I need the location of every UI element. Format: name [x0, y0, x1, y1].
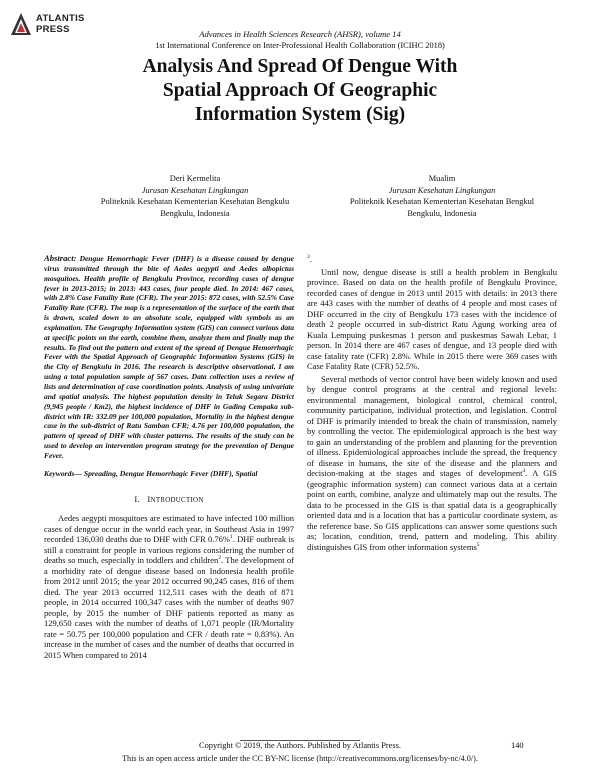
author-affiliation-institution: Politeknik Kesehatan Kementerian Kesehatan Bengkulu — [100, 197, 290, 206]
footer-copyright: Copyright © 2019, the Authors. Published by Atlantis Press. — [198, 741, 402, 750]
footer-license: This is an open access article under the CC BY-NC license (http://creativecommons.org/licenses/by-nc/4.0/). — [122, 754, 478, 763]
keywords-label: Keywords— — [44, 468, 82, 478]
paper-title — [60, 55, 540, 127]
intro-paragraph-1 — [44, 513, 294, 660]
author-city: Bengkulu, Indonesia — [407, 208, 477, 218]
author-block-2 — [317, 173, 567, 219]
intro-paragraph-1-continued — [307, 254, 557, 265]
intro-text-segment: . The development of a morbidity rate of dengue disease based on Indonesia health profile from 2012 until 2015; the year 2012 occurred 90,245 cases, 816 of them died. The year 2013 occurred 112,511 cases with the death of 871 people, in 2014 occurred 100,347 cases with the number of deaths 907 people, by 2015 the number of DHF patients reported as many as 129,650 cases with the number of deaths of 1,071 people (IR/Mortality rate = 50.75 per 100,000 population and CFR / death rate = 0.83%). An increase in the number of cases and the number of deaths that occurred in 2015 When compared to 2014 — [44, 555, 294, 660]
intro-text-segment: Aedes aegypti mosquitoes are estimated to have infected 100 million cases of dengue occur in the world each year, in Southeast Asia in 1997 recorded 136,030 deaths due to DHF with CFR 0.76% — [44, 513, 294, 545]
right-column — [307, 254, 557, 552]
author-name: Mualim — [428, 174, 456, 183]
title-line-2: Spatial Approach Of Geographic — [162, 80, 438, 101]
citation-4: 4 — [522, 468, 526, 475]
conference-title: 1st International Conference on Inter-Professional Health Collaboration (ICIHC 2018) — [155, 41, 445, 50]
citation-1: 1 — [230, 534, 233, 541]
intro-paragraph-2: Until now, dengue disease is still a health problem in Bengkulu province. Based on data on the health profile of Bengkulu Province, recorded cases of dengue in 2013 until 2015 with details: in 2013 there are 443 cases with the number of deaths of 4 people and most cases of DHF occurred in the city of Bengkulu 173 cases with the incidence of death 2 people occurred in sub-district Ratu Agung working area of Kuala Lempuing puskesmas 1 person and puskesmas Sawah Lebar, 1 person. In 2014 there are 467 cases of dengue, and 13 people died with case fatality rate (CFR) 2.8%. While in 2015 there were 369 cases with Case Fatality Rate (CFR) 52.5%. — [307, 266, 557, 371]
author-affiliation-department: Jurusan Kesehatan Lingkungan — [141, 185, 249, 195]
author-block-1 — [70, 173, 320, 219]
logo-line-2: PRESS — [36, 24, 70, 35]
logo-line-1: ATLANTIS — [36, 13, 85, 24]
intro-text-segment: . A GIS (geographic information system) can connect various data at a certain point on earth, combine, analyze and ultimately map out the results. The data to be processed in the GIS is that spatial data is a geographically oriented data and is a location that has a particular coordinate system, as the reference base. So GIS applications can answer some questions such as; location, condition, trend, pattern and modeling. This ability distinguishes GIS from other information systems — [307, 468, 557, 552]
left-column — [44, 254, 294, 660]
section-heading-introduction — [44, 494, 294, 507]
intro-text-segment: Several methods of vector control have been widely known and used by dengue control programs at the central and regional levels: environmental management, biological control, chemical control, community participation, individual protection, and legislation. Control of DHF is primarily intended to break the chain of transmission, namely by controlling the vector. The epidemiological approach is the best way to gain an understanding of the problem and planning for the prevention of illness. Epidemiological approaches include the spread, the frequency of disease in humans, the site of the disease and the planners and decision-making at the stages and stages of development — [307, 373, 557, 478]
intro-text-segment: . — [309, 254, 312, 264]
abstract-text: Dengue Hemorrhagic Fever (DHF) is a disease caused by dengue virus transmitted through the bite of Aedes aegypti and Aedes albopictus mosquitoes. Health profile of Bengkulu Province, recording cases of dengue fever in 2013-2015; in 2013: 443 cases, four people died. In 2014: 467 cases, with 2.8% Case Fatality Rate (CFR). The year 2015: 872 cases, with 52.5% Case Fatality Rate (CFR). The map is a representation of the surface of the earth that is drawn, scaled down to an absolute scale, equipped with symbols as an explanation. The Geography Information system (GIS) can connect various data at specific points on the earth, combine them, analyze them and finally map the results. To find out the pattern and extent of the spread of Dengue Hemorrhagic Fever with the Spatial Approach of Geographic Information Systems (GIS) in the City of Bengkulu in 2016. The research is descriptive observational. I am using a total population sample of 567 cases. Data collection uses a review of lists and determination of case coordination points. Analysis of using univariate and spatial analysis. The highest population density in Teluk Segara District (9,945 people / Km2), the highest incidence of DHF in Gading Cempaka sub-district with IR: 332.09 per 100,000 population, Mortality in the highest dengue case in the sub-district of Ratu Samban CFR; 4.76 per 100,000 population, the pattern of spread of DHF with cluster patterns. The results of the study can be used to develop an intervention program strategy for the prevention of Dengue Fever. — [44, 254, 294, 460]
title-line-1: Analysis And Spread Of Dengue With — [142, 56, 458, 77]
section-heading-rest: NTRODUCTION — [150, 496, 204, 504]
section-heading-initial: I — [147, 493, 151, 504]
keywords — [44, 469, 294, 479]
intro-paragraph-3 — [307, 374, 557, 553]
intro-text-segment: . DHF outbreak is still a constraint for people in various regions considering the number of deaths so much, especially in toddlers and children — [44, 534, 294, 566]
title-line-3: Information System (Sig) — [194, 104, 406, 125]
author-name: Deri Kermelita — [169, 174, 221, 183]
citation-5: 5 — [476, 541, 480, 548]
abstract-label: Abstract: — [44, 253, 77, 263]
author-city: Bengkulu, Indonesia — [160, 208, 230, 218]
page-number: 140 — [511, 741, 524, 750]
author-affiliation-department: Jurusan Kesehatan Lingkungan — [388, 185, 496, 195]
author-affiliation-institution: Politeknik Kesehatan Kementerian Kesehatan Bengkul — [349, 197, 535, 206]
citation-2: 2 — [218, 555, 222, 562]
journal-title: Advances in Health Sciences Research (AHSR), volume 14 — [199, 29, 401, 39]
keywords-text: Spreading, Dengue Hemorrhagic Fever (DHF), Spatial — [83, 468, 258, 478]
abstract — [44, 254, 294, 461]
section-numeral: I. — [134, 493, 141, 504]
citation-3: 3 — [307, 254, 310, 261]
